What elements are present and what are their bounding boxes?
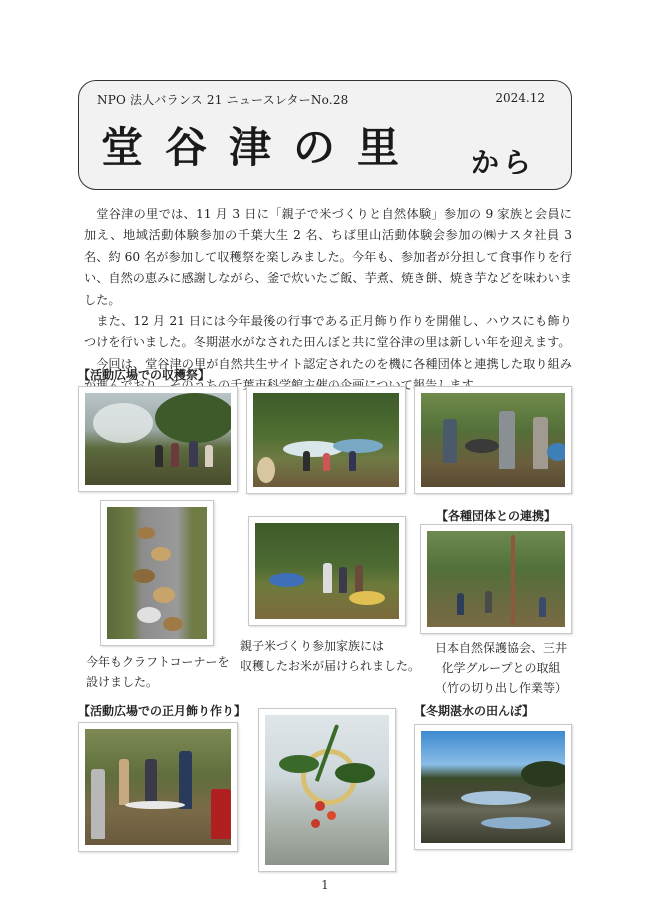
photo-harvest-cooking (78, 386, 238, 492)
photo-craft-corner (100, 500, 214, 646)
caption-line: 今年もクラフトコーナーを (86, 655, 230, 669)
caption-line: （竹の切り出し作業等） (434, 681, 567, 695)
caption-line: 親子米づくり参加家族には (240, 639, 385, 653)
paragraph: 今回は、堂谷津の里が自然共生サイト認定されたのを機に各種団体と連携した取り組み て報 (96, 356, 572, 393)
paragraph: また、12 月 21 日には今年最後の行事である正月飾り作りを開催し、ハウスにも飾りつけを行いました。冬期湛水がなされた田んぼと共に堂谷津の里は新しい年を迎えます。 (84, 314, 572, 350)
photo-newyear-decoration (258, 708, 396, 872)
caption-line: 日本自然保護協会、三井 (434, 641, 567, 655)
photo-bamboo-work (420, 524, 572, 634)
caption-craft (86, 652, 230, 692)
caption-rice (240, 636, 420, 676)
section-heading-groups: 【各種団体との連携】 (436, 509, 557, 523)
paragraph: 堂谷津の里では、11 月 3 日に「親子で米づくりと自然体験」参加の 9 家族と会員に加え、地域活動体験参加の千葉大生 2 名、ちば里山活動体験会参加の㈱ナスタ社員 3 名、約 60 名が参加して収穫祭を楽しみました。今年も、参加者が分担して食事作りを行い、自然の恵みに感謝しながら、釜で炊いたご飯、芋煮、焼き餅、焼き芋などを味わいました。 (84, 207, 572, 307)
newsletter-header (78, 80, 572, 190)
section-heading-newyear: 【活動広場での正月飾り作り】 (78, 704, 247, 718)
photo-newyear-making (78, 722, 238, 852)
caption-line: 化学グループとの取組 (441, 661, 561, 675)
section-heading-harvest: 【活動広場での収穫祭】 (78, 368, 211, 382)
page-number: 1 (321, 878, 329, 892)
newsletter-title: 堂谷津の里 (101, 123, 422, 172)
caption-line: 収穫したお米が届けられました。 (240, 659, 421, 673)
org-line: NPO 法人バランス 21 ニュースレターNo.28 (97, 93, 349, 107)
caption-groups (430, 638, 572, 698)
photo-rice-delivery (248, 516, 406, 626)
caption-line: 設けました。 (86, 675, 159, 689)
section-heading-winter: 【冬期湛水の田んぼ】 (414, 704, 535, 718)
issue-date: 2024.12 (495, 91, 545, 105)
photo-harvest-cooks (414, 386, 572, 494)
photo-harvest-crowd (246, 386, 406, 494)
photo-winter-field (414, 724, 572, 850)
newsletter-title-suffix: から (471, 146, 536, 179)
